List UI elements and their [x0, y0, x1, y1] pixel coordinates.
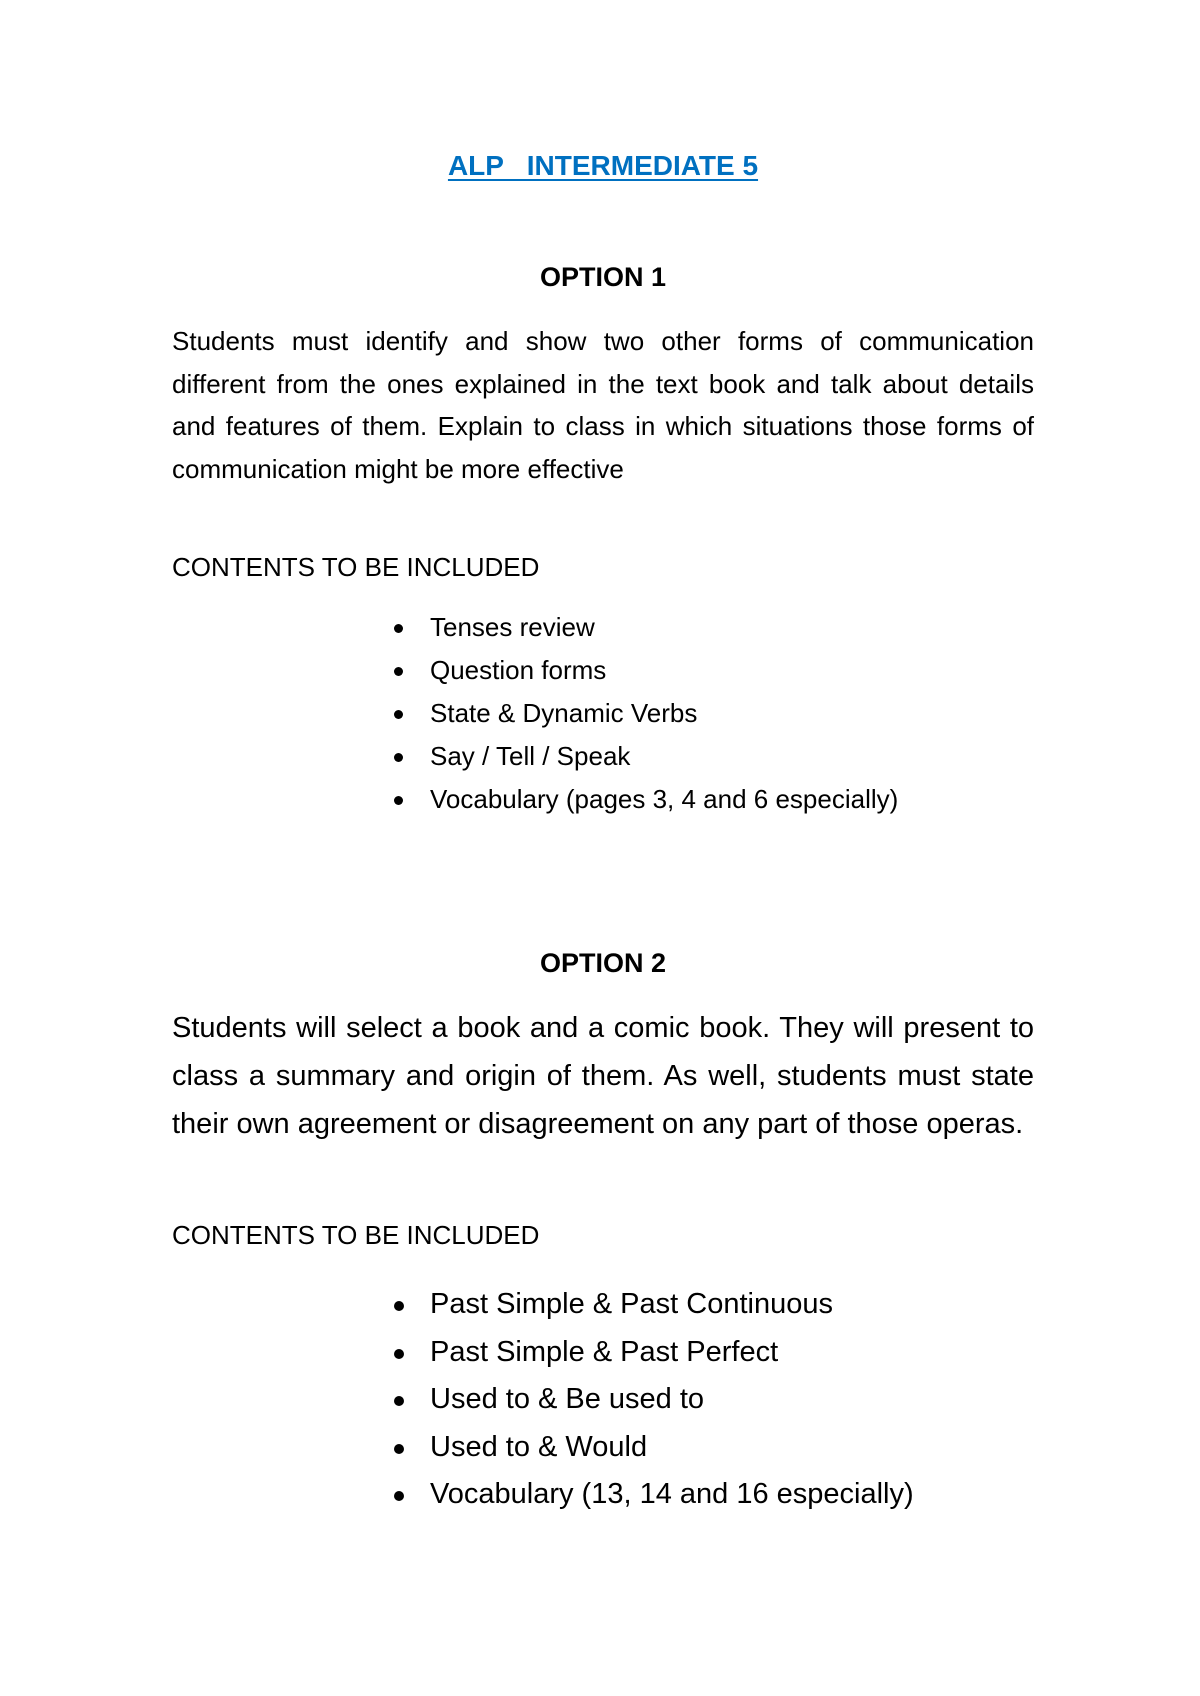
list-item-label: Vocabulary (13, 14 and 16 especially) [430, 1478, 914, 1510]
bullet-icon [394, 624, 403, 633]
option-1-description: Students must identify and show two other forms of communication different from the ones explained in the text book and talk about details and features of them. Explain to class in which situations those forms of communication might be more effective [172, 326, 1034, 484]
bullet-icon [394, 1301, 404, 1311]
bullet-icon [394, 667, 403, 676]
document-title: ALP INTERMEDIATE 5 [447, 150, 759, 181]
list-item-label: Used to & Would [430, 1430, 648, 1463]
bullet-icon [394, 1491, 404, 1501]
list-item-label: Question forms [430, 655, 607, 685]
bullet-icon [394, 796, 403, 805]
list-item-label: Past Simple & Past Continuous [430, 1288, 833, 1320]
bullet-icon [394, 710, 403, 719]
list-item-label: Used to & Be used to [430, 1383, 705, 1415]
option-1-heading: OPTION 1 [539, 262, 667, 292]
list-item [430, 1471, 1050, 1519]
option-2-contents-list [430, 1281, 1050, 1519]
list-item [430, 1329, 1050, 1377]
option-2-description: Students will select a book and a comic book. They will present to class a summary and origin of them. As well, students must state their own agreement or disagreement on any part of those operas. [172, 1012, 1034, 1140]
option-1-contents-list [430, 606, 1050, 821]
option-1-contents-label: CONTENTS TO BE INCLUDED [172, 552, 540, 582]
list-item [430, 1424, 1050, 1472]
bullet-icon [394, 1444, 404, 1454]
list-item [430, 692, 1050, 735]
bullet-icon [394, 1396, 404, 1406]
list-item-label: State & Dynamic Verbs [430, 698, 698, 728]
list-item [430, 1281, 1050, 1329]
bullet-icon [394, 1349, 404, 1359]
list-item-label: Vocabulary (pages 3, 4 and 6 especially) [430, 784, 899, 814]
list-item [430, 649, 1050, 692]
list-item [430, 778, 1050, 821]
list-item [430, 1376, 1050, 1424]
option-2-heading: OPTION 2 [539, 948, 667, 978]
list-item [430, 606, 1050, 649]
bullet-icon [394, 753, 403, 762]
list-item-label: Tenses review [430, 612, 595, 642]
list-item-label: Say / Tell / Speak [430, 741, 631, 771]
list-item [430, 735, 1050, 778]
option-2-contents-label: CONTENTS TO BE INCLUDED [172, 1220, 540, 1250]
list-item-label: Past Simple & Past Perfect [430, 1335, 779, 1368]
